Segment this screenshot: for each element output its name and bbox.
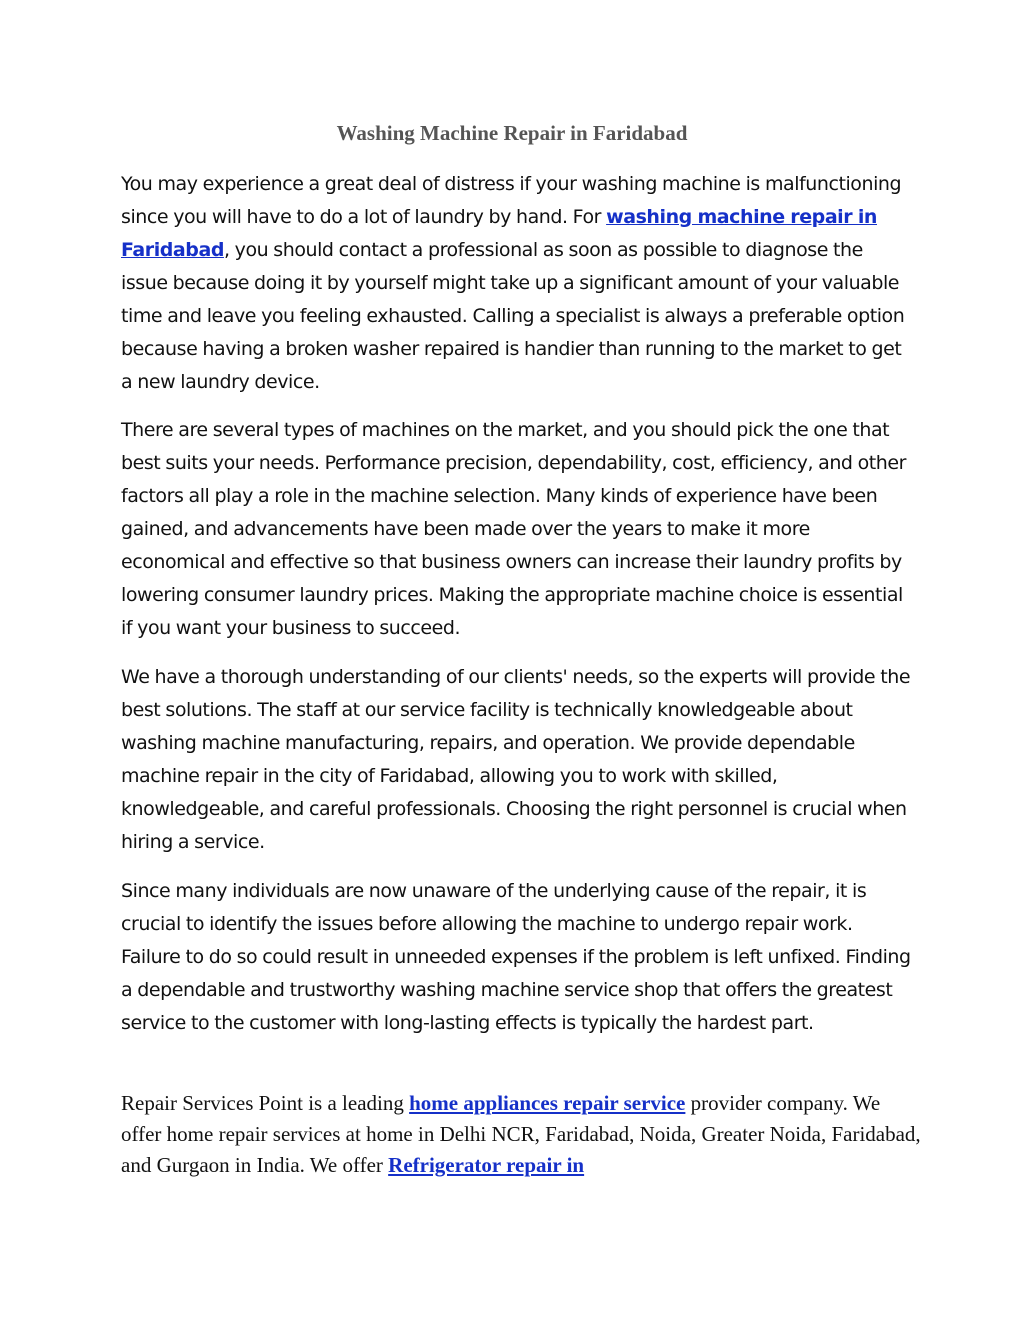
paragraph-intro-text-before: You may experience a great deal of distress if your washing machine is malfunctioning since you will have to do a lot of laundry by hand. For bbox=[121, 173, 902, 228]
washing-machine-repair-link[interactable]: washing machine repair in Faridabad bbox=[121, 206, 877, 261]
page-title: Washing Machine Repair in Faridabad bbox=[336, 121, 688, 145]
paragraph-intro bbox=[121, 168, 911, 399]
paragraph-client-needs: We have a thorough understanding of our clients' needs, so the experts will provide the best solutions. The staff at our service facility is technically knowledgeable about washing machine manufacturing, repairs, and operation. We provide dependable machine repair in the city of Faridabad, allowing you to work with skilled, knowledgeable, and careful professionals. Choosing the right personnel is crucial when hiring a service. bbox=[121, 666, 911, 853]
paragraph-machine-types: There are several types of machines on the market, and you should pick the one that best suits your needs. Performance precision, dependability, cost, efficiency, and other factors all play a role in the machine selection. Many kinds of experience have been gained, and advancements have been made over the years to make it more economical and effective so that business owners can increase their laundry profits by lowering consumer laundry prices. Making the appropriate machine choice is essential if you want your business to succeed. bbox=[121, 419, 906, 639]
paragraph-company-text-before: Repair Services Point is a leading bbox=[121, 1091, 410, 1115]
paragraph-identify-issues: Since many individuals are now unaware of the underlying cause of the repair, it is crucial to identify the issues before allowing the machine to undergo repair work. Failure to do so could result in unneeded expenses if the problem is left unfixed. Finding a dependable and trustworthy washing machine service shop that offers the greatest service to the customer with long-lasting effects is typically the hardest part. bbox=[121, 880, 911, 1034]
refrigerator-repair-link[interactable]: Refrigerator repair in bbox=[388, 1153, 585, 1177]
home-appliances-repair-link[interactable]: home appliances repair service bbox=[409, 1091, 686, 1115]
paragraph-company-text-middle: provider company. We offer home repair services at home in Delhi NCR, Faridabad, Noida, Greater Noida, Faridabad, and Gurgaon in India. We offer bbox=[121, 1091, 921, 1177]
paragraph-company-intro bbox=[121, 1088, 921, 1181]
paragraph-intro-text-after: , you should contact a professional as soon as possible to diagnose the issue because doing it by yourself might take up a significant amount of your valuable time and leave you feeling exhausted. Calling a specialist is always a preferable option because having a broken washer repaired is handier than running to the market to get a new laundry device. bbox=[121, 239, 905, 393]
